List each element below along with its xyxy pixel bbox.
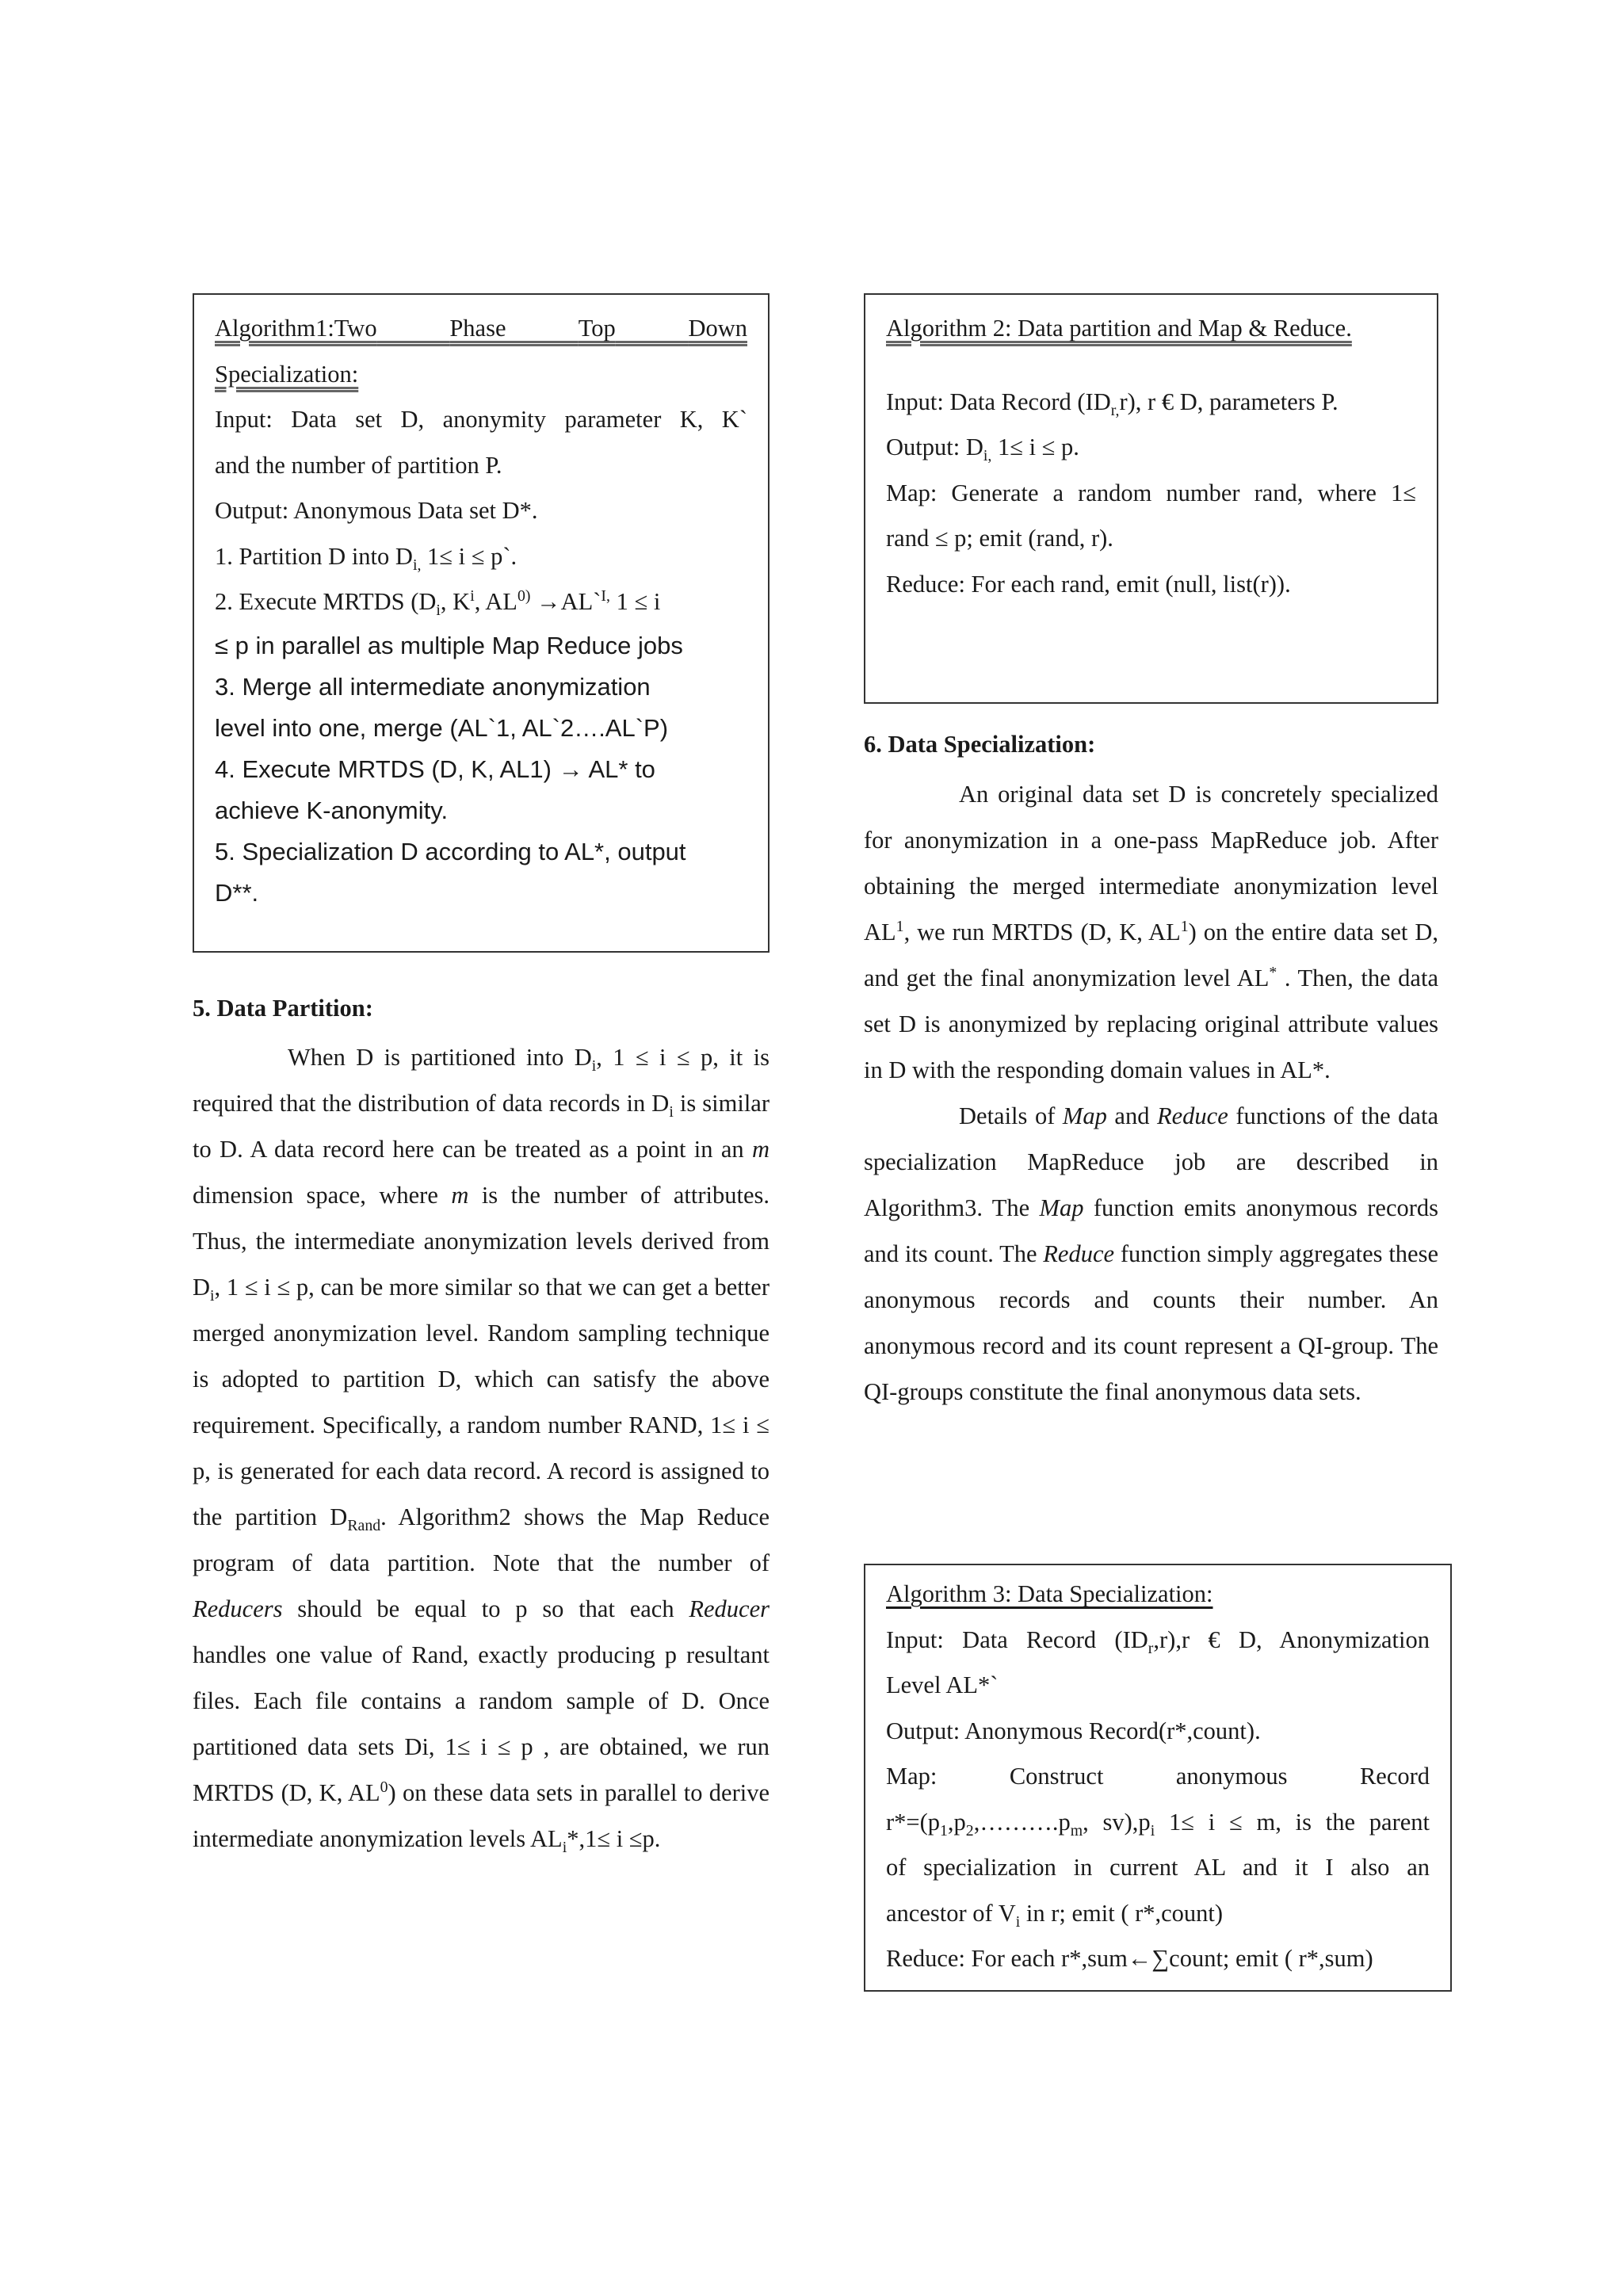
algorithm3-map-line4: ancestor of $V_i$ in r; emit ( r*,count) xyxy=(886,1899,1224,1931)
algorithm3-output: Output: Anonymous Record(r*,count). xyxy=(886,1717,1261,1744)
algorithm3-map-line3: of specialization in current AL and it I also an xyxy=(886,1854,1430,1881)
algorithm1-box xyxy=(193,293,769,953)
algorithm3-map-line2: $r*=(p_1,p_2,\dots\dots\dots.p_m$, $sv),p_i$ 1≤ i ≤ m, is the parent xyxy=(886,1808,1430,1839)
algorithm2-input: Input: Data Record $(ID_{r,}r)$, r € D, parameters P. xyxy=(886,388,1338,419)
algorithm1-title-cont: Specialization: xyxy=(215,360,359,388)
algorithm2-map: Map: Generate a random number rand, where 1≤ xyxy=(886,479,1416,506)
algorithm2-map-cont: rand ≤ p; emit (rand, r). xyxy=(886,525,1113,552)
algorithm1-step5-cont: D**. xyxy=(215,878,259,907)
algorithm2-spacer xyxy=(886,352,1416,380)
algorithm1-input: Input: Data set D, anonymity parameter K, K` xyxy=(215,406,747,433)
algorithm1-step2: 2. Execute MRTDS ($D_i$, $K^i$, $AL^{0)}$ →AL`$^{I,}$ 1 ≤ i xyxy=(215,586,661,620)
algorithm1-input-cont: and the number of partition P. xyxy=(215,451,502,479)
algorithm1-step4: 4. Execute MRTDS (D, K, AL1) → AL* to xyxy=(215,755,655,783)
algorithm3-map: Map: Construct anonymous Record xyxy=(886,1763,1430,1790)
algorithm3-reduce: Reduce: For each r*,sum←∑count; emit ( r*,sum) xyxy=(886,1945,1373,1972)
algorithm1-output: Output: Anonymous Data set D*. xyxy=(215,497,538,524)
section6-paragraph2: Details of Map and Reduce functions of the data specialization MapReduce job are described in Algorithm3. The Map function emits anonymous records and its count. The Reduce function simply aggregates these anonymous records and counts their number. An anonymous record and its count represent a QI-group. The QI-groups constitute the final anonymous data sets. xyxy=(864,1102,1439,1405)
algorithm1-title: Algorithm1:Two Phase Top Down xyxy=(215,315,747,342)
algorithm1-step5: 5. Specialization D according to AL*, output xyxy=(215,837,686,865)
algorithm1-step1: 1. Partition D into $D_{i,}$ 1≤ i ≤ p`. xyxy=(215,542,517,574)
algorithm1-step4-cont: achieve K-anonymity. xyxy=(215,796,449,824)
algorithm2-reduce: Reduce: For each rand, emit (null, list(r)). xyxy=(886,570,1291,598)
section5-body xyxy=(193,1034,769,1862)
algorithm2-title: Algorithm 2: Data partition and Map & Reduce. xyxy=(886,315,1352,342)
section5-paragraph: When D is partitioned into $D_i$, 1 ≤ i ≤ p, it is required that the distribution of data records in $D_i$ is similar to D. A data record here can be treated as a point in an m dimension space, where m is the number of attributes. Thus, the intermediate anonymization levels derived from $D_i$, 1 ≤ i ≤ p, can be more similar so that we can get a better merged anonymization level. Random sampling technique is adopted to partition D, which can satisfy the above requirement. Specifically, a random number RAND, 1≤ i ≤ p, is generated for each data record. A record is assigned to the partition $D_{Rand}$. Algorithm2 shows the Map Reduce program of data partition. Note that the number of Reducers should be equal to p so that each Reducer handles one value of Rand, exactly producing p resultant files. Each file contains a random sample of D. Once partitioned data sets Di, 1≤ i ≤ p , are obtained, we run MRTDS (D, K, $AL^0$) on these data sets in parallel to derive intermediate anonymization levels $AL_i*,1\le i \le p$. xyxy=(193,1044,770,1857)
algorithm2-box xyxy=(864,293,1438,704)
algorithm3-input: Input: Data Record $(ID_r,r),r$ € D, Anonymization xyxy=(886,1626,1430,1657)
algorithm3-input-cont: Level AL*` xyxy=(886,1671,999,1698)
algorithm1-step3: 3. Merge all intermediate anonymization xyxy=(215,672,651,701)
section6-heading: 6. Data Specialization: xyxy=(864,731,1096,758)
algorithm3-title: Algorithm 3: Data Specialization: xyxy=(886,1580,1213,1607)
algorithm2-output: Output: $D_{i,}$ 1≤ i ≤ p. xyxy=(886,434,1079,465)
algorithm1-step2-cont: ≤ p in parallel as multiple Map Reduce jobs xyxy=(215,631,683,659)
algorithm3-box xyxy=(864,1564,1452,1992)
section5-heading: 5. Data Partition: xyxy=(193,995,373,1022)
algorithm1-step3-cont: level into one, merge (AL`1, AL`2….AL`P) xyxy=(215,713,669,742)
section6-paragraph1: An original data set D is concretely specialized for anonymization in a one-pass MapReduce job. After obtaining the merged intermediate anonymization level $AL^1$, we run MRTDS (D, K, $AL^1$) on the entire data set D, and get the final anonymization level AL* . Then, the data set D is anonymized by replacing original attribute values in D with the responding domain values in AL*. xyxy=(864,781,1438,1083)
section6-body xyxy=(864,771,1438,1415)
